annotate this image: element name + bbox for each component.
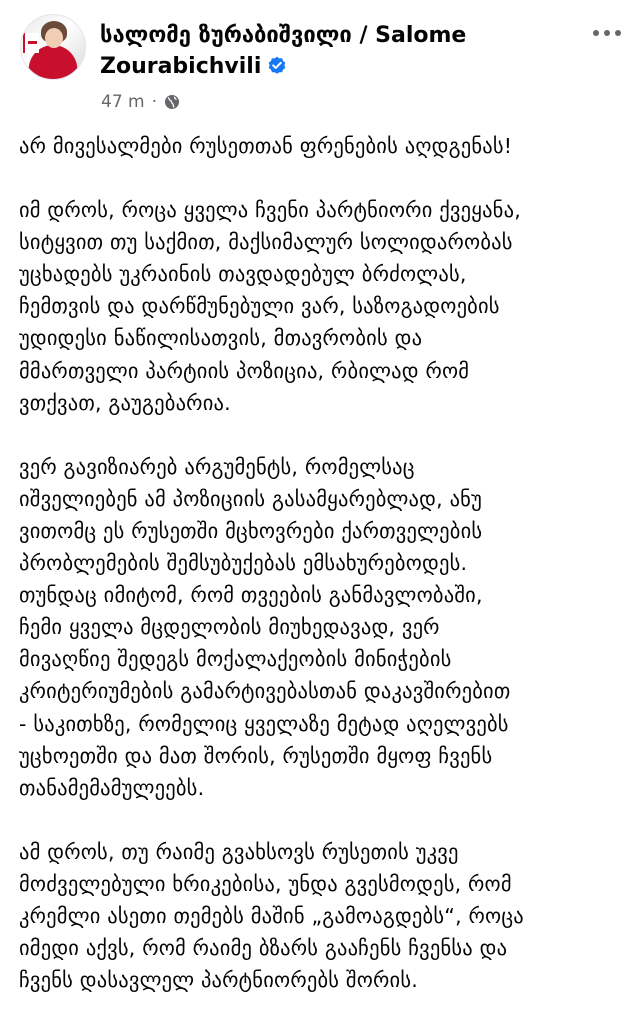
post-meta [101, 90, 180, 114]
globe-icon[interactable] [164, 94, 180, 110]
avatar-face [45, 28, 63, 48]
verified-badge-icon [267, 56, 287, 76]
post-paragraph-2: იმ დროს, როცა ყველა ჩვენი პარტნიორი ქვეყანა, სიტყვით თუ საქმით, მაქსიმალურ სოლიდარობას უცხადებს უკრაინის თავდადებულ ბრძოლას, ჩემთვის და დარწმუნებული ვარ, საზოგადოების უდიდესი ნაწილისათვის, მთავრობის და მმართველი პარტიის პოზიცია, რბილად რომ ვთქვათ, გაუგებარია. [19, 198, 521, 415]
author-name-link[interactable] [100, 20, 570, 82]
author-avatar[interactable] [20, 14, 86, 80]
post-paragraph-4: ამ დროს, თუ რაიმე გვახსოვს რუსეთის უკვე მოძველებული ხრიკებისა, უნდა გვესმოდეს, რომ კრემლი ასეთი თემებს მაშინ „გამოაგდებს“, როცა იმედი აქვს, რომ რაიმე ბზარს გააჩენს ჩვენსა და ჩვენს დასავლელ პარტნიორებს შორის. [19, 839, 524, 993]
post-text [19, 130, 625, 1028]
more-options-button[interactable] [585, 18, 629, 48]
post-header [0, 0, 641, 120]
post-timestamp[interactable]: 47 m [101, 92, 145, 112]
avatar-flag [23, 33, 39, 53]
more-options-icon [592, 29, 622, 37]
post-paragraph-3: ვერ გავიზიარებ არგუმენტს, რომელსაც იშველიებენ ამ პოზიციის გასამყარებლად, ანუ ვითომც ეს რუსეთში მცხოვრები ქართველების პრობლემების შემსუბუქებას ემსახურებოდეს. თუნდაც იმიტომ, რომ თვეების განმავლობაში, ჩემი ყველა მცდელობის მიუხედავად, ვერ მივაღწიე შედეგს მოქალაქეობის მინიჭების კრიტერიუმების გამარტივებასთან დაკავშირებით - საკითხზე, რომელიც ყველაზე მეტად აღელვებს უცხოეთში და მათ შორის, რუსეთში მყოფ ჩვენს თანამემამულეებს. [19, 454, 511, 800]
meta-separator: · [151, 92, 158, 112]
post-paragraph-1: არ მივესალმები რუსეთთან ფრენების აღდგენას! [19, 134, 513, 158]
author-name-text[interactable]: სალომე ზურაბიშვილი / Salome Zourabichvili [100, 23, 467, 79]
